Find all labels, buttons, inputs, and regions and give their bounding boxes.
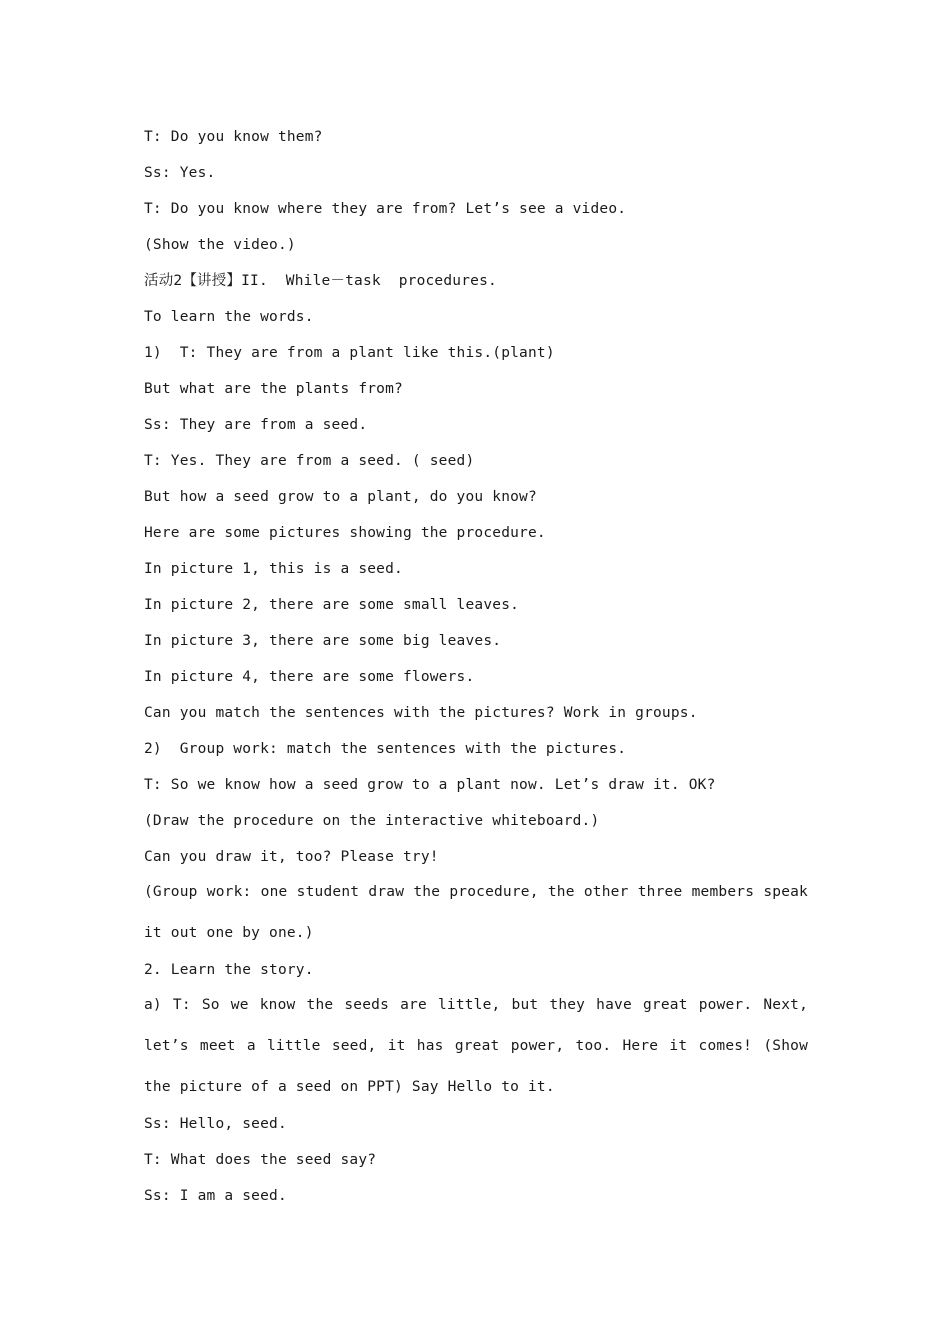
text-line: 1) T: They are from a plant like this.(plant) bbox=[144, 345, 555, 361]
story-paragraph: a) T: So we know the seeds are little, but they have great power. Next, let’s meet a little seed, it has great power, too. Here it comes! (Show the picture of a seed on PPT) Say Hello to it. bbox=[144, 997, 808, 1095]
text-line: (Draw the procedure on the interactive whiteboard.) bbox=[144, 813, 600, 829]
text-line: But how a seed grow to a plant, do you know? bbox=[144, 489, 537, 505]
group-work-paragraph: (Group work: one student draw the procedure, the other three members speak it out one by one.) bbox=[144, 884, 808, 941]
text-line: Can you match the sentences with the pictures? Work in groups. bbox=[144, 705, 698, 721]
text-line: Can you draw it, too? Please try! bbox=[144, 849, 439, 865]
text-line: In picture 4, there are some flowers. bbox=[144, 669, 475, 685]
section-heading: 2. Learn the story. bbox=[144, 962, 314, 978]
text-line: 2) Group work: match the sentences with the pictures. bbox=[144, 741, 627, 757]
text-line: T: Do you know them? bbox=[144, 129, 323, 145]
text-line: In picture 1, this is a seed. bbox=[144, 561, 403, 577]
text-line: Ss: Yes. bbox=[144, 165, 216, 181]
text-line: T: So we know how a seed grow to a plant now. Let’s draw it. OK? bbox=[144, 777, 716, 793]
lesson-text bbox=[144, 124, 808, 1219]
text-line: T: What does the seed say? bbox=[144, 1152, 377, 1168]
text-line: Ss: They are from a seed. bbox=[144, 417, 368, 433]
text-line: T: Do you know where they are from? Let’s see a video. bbox=[144, 201, 627, 217]
text-line: Ss: Hello, seed. bbox=[144, 1116, 287, 1132]
text-line: To learn the words. bbox=[144, 309, 314, 325]
text-line: T: Yes. They are from a seed. ( seed) bbox=[144, 453, 475, 469]
text-line: In picture 3, there are some big leaves. bbox=[144, 633, 502, 649]
text-line: Here are some pictures showing the procedure. bbox=[144, 525, 546, 541]
text-line: But what are the plants from? bbox=[144, 381, 403, 397]
text-line: (Show the video.) bbox=[144, 237, 296, 253]
text-line: Ss: I am a seed. bbox=[144, 1188, 287, 1204]
text-line: In picture 2, there are some small leaves. bbox=[144, 597, 520, 613]
activity-heading: 活动2【讲授】II. While－task procedures. bbox=[144, 273, 497, 289]
